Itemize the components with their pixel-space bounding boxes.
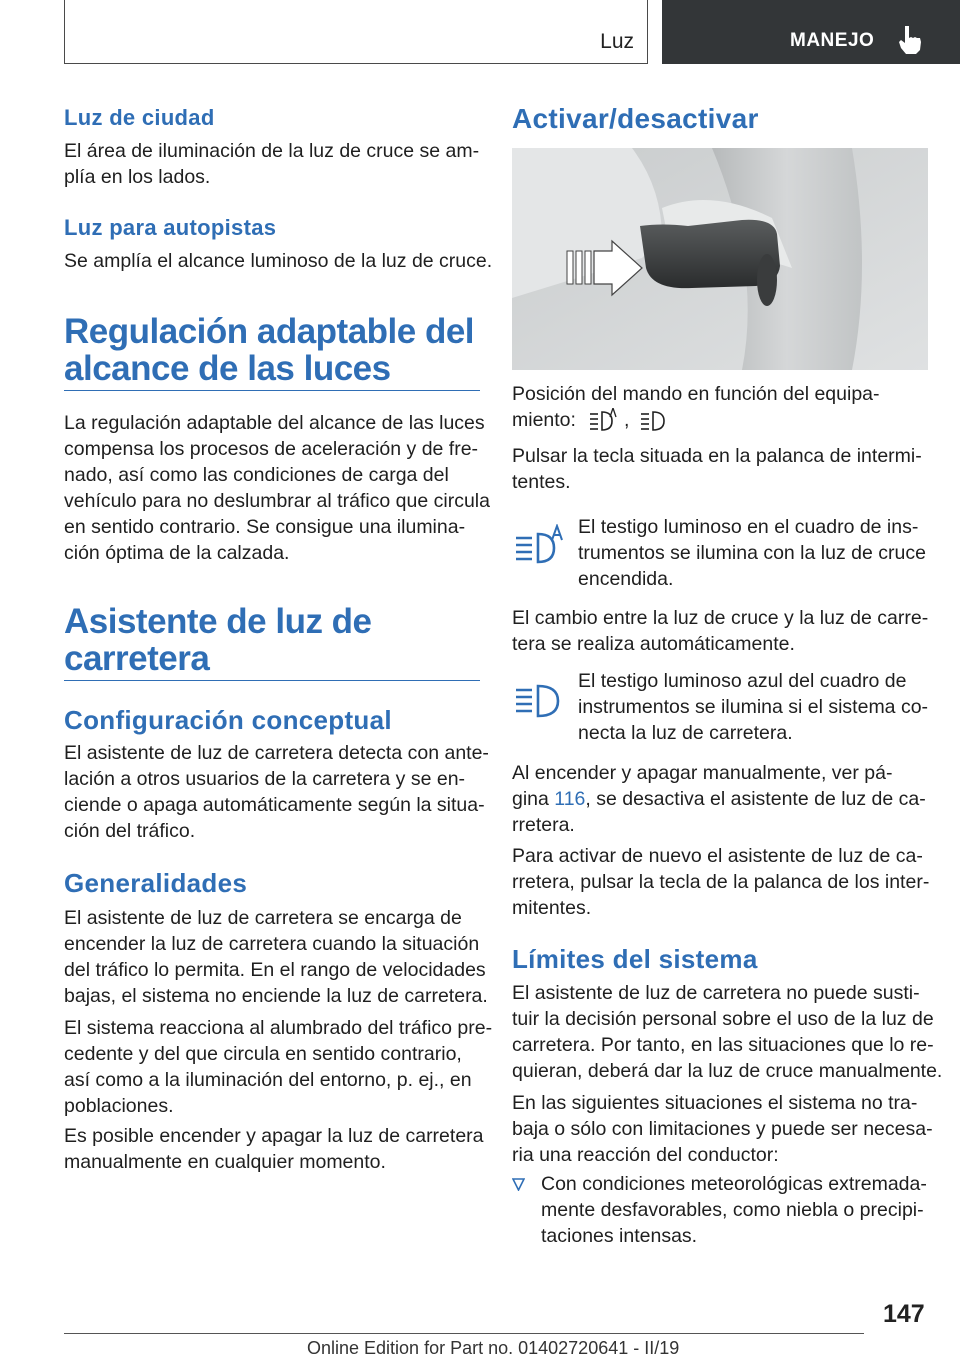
page-number: 147	[883, 1300, 925, 1328]
text-line: bajas, el sistema no enciende la luz de carretera.	[64, 985, 488, 1007]
paragraph-luz-autopistas	[64, 248, 492, 274]
text-line: ción del tráfico.	[64, 820, 196, 842]
high-beam-assist-icon	[588, 408, 618, 432]
text-line: quieran, deberá dar la luz de cruce manualmente.	[512, 1060, 943, 1082]
text-line: ria una reacción del conductor:	[512, 1144, 779, 1166]
text-fragment: ,	[623, 409, 630, 431]
paragraph-luz-ciudad	[64, 138, 479, 190]
text-line: rretera.	[512, 814, 575, 836]
bullet-triangle-icon	[512, 1178, 525, 1191]
text-line: Pulsar la tecla situada en la palanca de intermi‐	[512, 445, 922, 467]
text-line: Posición del mando en función del equipa‐	[512, 383, 880, 405]
text-line: El testigo luminoso en el cuadro de ins‐	[578, 516, 919, 538]
text-line: taciones intensas.	[541, 1225, 698, 1247]
heading-configuracion: Configuración conceptual	[64, 705, 392, 735]
chapter-label: MANEJO	[790, 30, 875, 51]
heading-activar: Activar/desactivar	[512, 103, 759, 134]
text-fragment: miento:	[512, 409, 576, 431]
heading-line: alcance de las luces	[64, 349, 391, 388]
paragraph-configuracion	[64, 740, 489, 844]
text-line: necta la luz de carretera.	[578, 722, 793, 744]
text-line: Para activar de nuevo el asistente de luz de ca‐	[512, 845, 923, 867]
section-divider	[64, 390, 480, 391]
footer-edition: Online Edition for Part no. 01402720641 - II/19	[307, 1338, 680, 1358]
header-frame	[64, 0, 648, 64]
list-item	[541, 1171, 927, 1249]
text-line: cedente y del que circula en sentido contrario,	[64, 1043, 462, 1065]
text-line	[512, 407, 880, 433]
page-reference-link[interactable]: 116	[554, 788, 586, 810]
text-line	[512, 786, 926, 812]
text-fragment: gina	[512, 788, 555, 810]
text-line: mitentes.	[512, 897, 592, 919]
text-line: encendida.	[578, 568, 674, 590]
high-beam-icon	[639, 408, 667, 432]
paragraph-limites-1	[512, 980, 942, 1084]
high-beam-indicator-icon	[514, 680, 570, 724]
text-line: El testigo luminoso azul del cuadro de	[578, 670, 907, 692]
heading-generalidades: Generalidades	[64, 868, 248, 898]
text-line: manualmente en cualquier momento.	[64, 1151, 386, 1173]
text-line: El cambio entre la luz de cruce y la luz de carre‐	[512, 607, 929, 629]
text-line: Se amplía el alcance luminoso de la luz de cruce.	[64, 250, 493, 272]
heading-line: Asistente de luz de	[64, 602, 372, 641]
heading-line: Regulación adaptable del	[64, 312, 475, 351]
heading-luz-autopistas: Luz para autopistas	[64, 215, 277, 240]
text-line: El asistente de luz de carretera se encarga de	[64, 907, 462, 929]
text-line: vehículo para no deslumbrar al tráfico que circula	[64, 490, 490, 512]
text-line: trumentos se ilumina con la luz de cruce	[578, 542, 926, 564]
text-line: encender la luz de carretera cuando la situación	[64, 933, 480, 955]
text-line: compensa los procesos de aceleración y de fre‐	[64, 438, 479, 460]
text-line: carretera. Por tanto, en las situaciones que lo re‐	[512, 1034, 934, 1056]
section-divider	[64, 680, 480, 681]
paragraph-generalidades-2	[64, 1015, 492, 1119]
turn-signal-lever-photo	[512, 148, 928, 370]
text-line: rretera, pulsar la tecla de la palanca de los inter‐	[512, 871, 930, 893]
paragraph-generalidades-3	[64, 1123, 484, 1175]
heading-asistente	[64, 603, 372, 677]
text-line: del tráfico lo permita. En el rango de velocidades	[64, 959, 486, 981]
paragraph-encender	[512, 760, 926, 838]
text-line: ciende o apaga automáticamente según la situa‐	[64, 794, 485, 816]
text-line: Al encender y apagar manualmente, ver pá‐	[512, 762, 893, 784]
chapter-tab[interactable]	[662, 0, 960, 64]
text-line: tera se realiza automáticamente.	[512, 633, 795, 655]
text-line: plía en los lados.	[64, 166, 211, 188]
text-line: lación a otros usuarios de la carretera y se en‐	[64, 768, 466, 790]
heading-line: carretera	[64, 639, 210, 678]
paragraph-posicion	[512, 381, 880, 433]
text-line: tentes.	[512, 471, 571, 493]
paragraph-pulsar	[512, 443, 922, 495]
heading-luz-ciudad: Luz de ciudad	[64, 105, 215, 130]
paragraph-testigo-1	[578, 514, 926, 592]
text-line: Es posible encender y apagar la luz de carretera	[64, 1125, 484, 1147]
high-beam-assist-indicator-icon	[514, 524, 570, 568]
text-line: En las siguientes situaciones el sistema no tra‐	[512, 1092, 918, 1114]
text-line: El asistente de luz de carretera no puede susti‐	[512, 982, 920, 1004]
text-line: así como a la iluminación del entorno, p. ej., en	[64, 1069, 472, 1091]
heading-limites: Límites del sistema	[512, 944, 758, 974]
text-line: tuir la decisión personal sobre el uso de la luz de	[512, 1008, 934, 1030]
heading-regulacion	[64, 313, 474, 387]
pointing-hand-icon	[896, 24, 924, 56]
paragraph-limites-2	[512, 1090, 933, 1168]
paragraph-generalidades-1	[64, 905, 488, 1009]
text-line: Con condiciones meteorológicas extremada‐	[541, 1173, 927, 1195]
text-line: mente desfavorables, como niebla o precipi‐	[541, 1199, 924, 1221]
paragraph-cambio	[512, 605, 928, 657]
text-line: baja o sólo con limitaciones y puede ser necesa‐	[512, 1118, 933, 1140]
text-line: en sentido contrario. Se consigue una ilumina‐	[64, 516, 466, 538]
text-line: poblaciones.	[64, 1095, 174, 1117]
section-title: Luz	[600, 30, 634, 53]
text-fragment: , se desactiva el asistente de luz de ca‐	[585, 788, 926, 810]
paragraph-regulacion	[64, 410, 490, 566]
text-line: El sistema reacciona al alumbrado del tráfico pre‐	[64, 1017, 493, 1039]
text-line: ción óptima de la calzada.	[64, 542, 290, 564]
text-line: nado, así como las condiciones de carga del	[64, 464, 449, 486]
text-line: instrumentos se ilumina si el sistema co‐	[578, 696, 929, 718]
paragraph-activar-nuevo	[512, 843, 929, 921]
text-line: El asistente de luz de carretera detecta con ante‐	[64, 742, 489, 764]
footer-divider	[64, 1333, 864, 1334]
paragraph-testigo-2	[578, 668, 928, 746]
text-line: La regulación adaptable del alcance de las luces	[64, 412, 485, 434]
text-line: El área de iluminación de la luz de cruce se am‐	[64, 140, 480, 162]
